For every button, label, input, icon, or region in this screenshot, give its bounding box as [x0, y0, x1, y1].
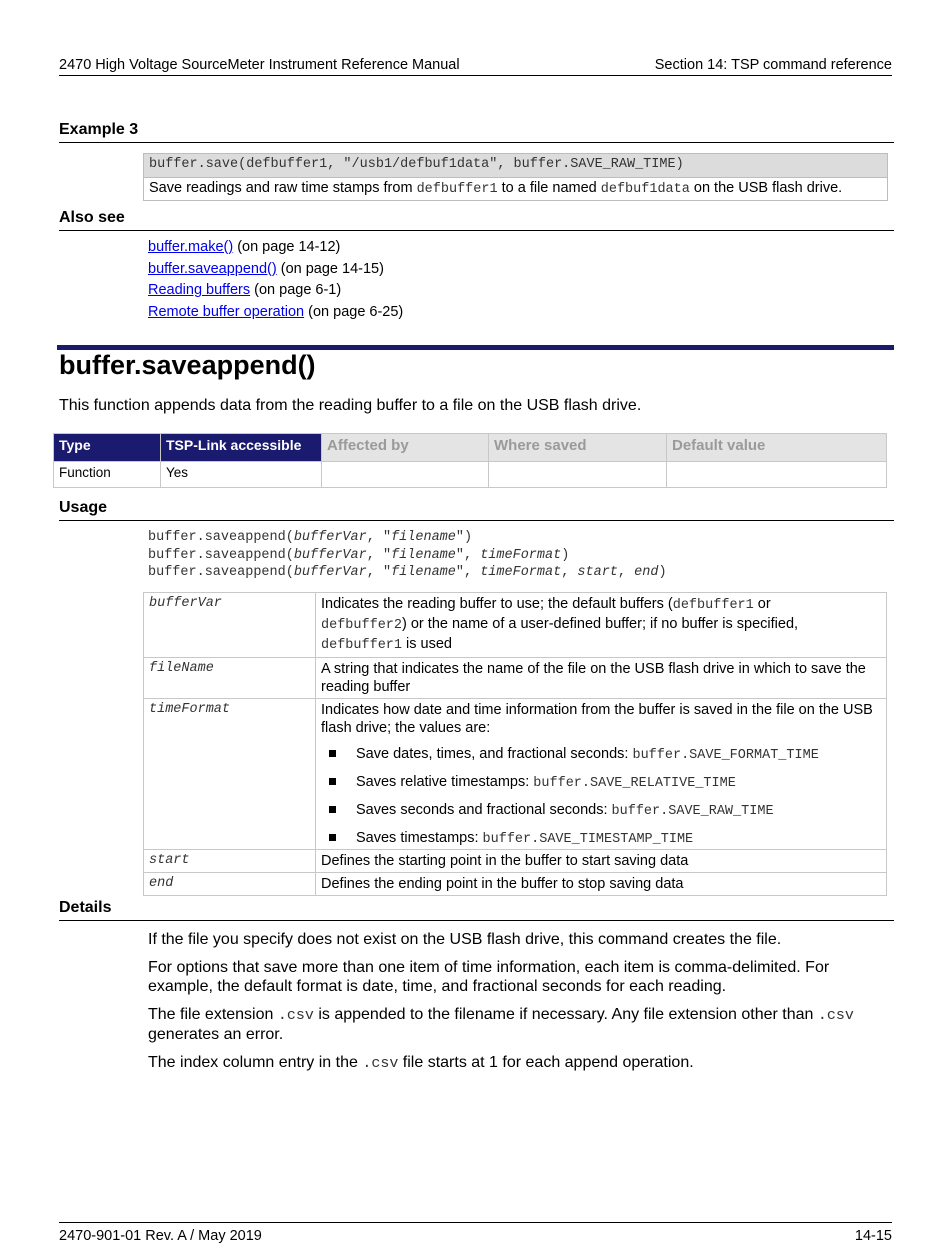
- list-item: buffer.saveappend() (on page 14-15): [148, 260, 384, 277]
- value-default-value: [667, 462, 887, 488]
- value-tsp-link: Yes: [161, 462, 322, 488]
- details-paragraph: For options that save more than one item of time information, each item is comma-delimited. For example, the default format is date, time, and fractional seconds for each reading.: [148, 959, 830, 995]
- usage-line: buffer.saveappend(bufferVar, "filename"): [148, 530, 473, 545]
- table-row: [144, 850, 887, 873]
- usage-syntax: [148, 530, 667, 583]
- details-paragraph: If the file you specify does not exist on the USB flash drive, this command creates the file.: [148, 931, 782, 948]
- also-see-heading: Also see: [59, 209, 894, 231]
- param-name: end: [144, 873, 316, 896]
- list-item: Saves timestamps: buffer.SAVE_TIMESTAMP_TIME: [321, 829, 881, 849]
- value-where-saved: [489, 462, 667, 488]
- usage-line: buffer.saveappend(bufferVar, "filename", timeFormat): [148, 547, 570, 563]
- command-intro: This function appends data from the reading buffer to a file on the USB flash drive.: [59, 397, 642, 414]
- table-row: [144, 699, 887, 850]
- param-description: Defines the starting point in the buffer to start saving data: [316, 850, 887, 873]
- usage-line: buffer.saveappend(bufferVar, "filename", timeFormat, start, end): [148, 565, 667, 580]
- manual-title: 2470 High Voltage SourceMeter Instrument Reference Manual: [59, 57, 460, 73]
- value-affected-by: [322, 462, 489, 488]
- example-heading: Example 3: [59, 121, 894, 143]
- usage-heading: Usage: [59, 499, 894, 521]
- param-name: timeFormat: [144, 699, 316, 850]
- example-box: [143, 153, 888, 201]
- link-remote-buffer-operation[interactable]: Remote buffer operation: [148, 303, 305, 320]
- details-paragraph: The file extension .csv is appended to the filename if necessary. Any file extension other than .csv generates an error.: [148, 1006, 854, 1043]
- also-see-list: [148, 239, 403, 325]
- param-name: start: [144, 850, 316, 873]
- table-row: [144, 873, 887, 896]
- header-default-value: Default value: [667, 434, 887, 462]
- parameters-table: [143, 592, 887, 896]
- list-item: Saves seconds and fractional seconds: buffer.SAVE_RAW_TIME: [321, 801, 881, 821]
- header-where-saved: Where saved: [489, 434, 667, 462]
- table-row: [144, 658, 887, 699]
- list-item: Reading buffers (on page 6-1): [148, 282, 342, 298]
- command-info-table: [53, 433, 887, 488]
- details-paragraph: The index column entry in the .csv file starts at 1 for each append operation.: [148, 1054, 694, 1072]
- page-footer: [59, 1222, 892, 1244]
- document-revision: 2470-901-01 Rev. A / May 2019: [59, 1228, 262, 1244]
- example-description: Save readings and raw time stamps from defbuffer1 to a file named defbuf1data on the USB flash drive.: [144, 177, 887, 200]
- link-buffer-saveappend[interactable]: buffer.saveappend(): [148, 260, 277, 277]
- header-tsp-link: TSP-Link accessible: [161, 434, 322, 462]
- header-type: Type: [54, 434, 161, 462]
- link-buffer-make[interactable]: buffer.make(): [148, 239, 234, 255]
- list-item: buffer.make() (on page 14-12): [148, 239, 341, 255]
- example-code: buffer.save(defbuffer1, "/usb1/defbuf1data", buffer.SAVE_RAW_TIME): [144, 154, 887, 177]
- param-name: bufferVar: [144, 593, 316, 658]
- param-description: A string that indicates the name of the file on the USB flash drive in which to save the reading buffer: [316, 658, 887, 699]
- list-item: Save dates, times, and fractional seconds: buffer.SAVE_FORMAT_TIME: [321, 745, 881, 765]
- details-heading: Details: [59, 899, 894, 921]
- command-title: buffer.saveappend(): [59, 350, 316, 380]
- details-body: [148, 930, 892, 1082]
- param-description: Indicates how date and time information from the buffer is saved in the file on the USB flash drive; the values are: Save dates, times, and fractional seconds: buffer.SAVE_FORMAT_TIME Saves relative timestamps: buffer.SAVE_RELATIVE_TIME Saves seconds and fractional seconds: buffer.SAVE_RAW_TIME Saves timestamps: buffer.SAVE_TIMESTAMP_TIME: [316, 699, 887, 850]
- header-affected-by: Affected by: [322, 434, 489, 462]
- list-item: Remote buffer operation (on page 6-25): [148, 303, 404, 320]
- table-row: [144, 593, 887, 658]
- param-description: Indicates the reading buffer to use; the default buffers (defbuffer1 or defbuffer2) or the name of a user-defined buffer; if no buffer is specified, defbuffer1 is used: [316, 593, 887, 658]
- param-name: fileName: [144, 658, 316, 699]
- list-item: Saves relative timestamps: buffer.SAVE_RELATIVE_TIME: [321, 773, 881, 793]
- link-reading-buffers[interactable]: Reading buffers: [148, 282, 251, 298]
- page-number: 14-15: [854, 1228, 892, 1244]
- page-header: [59, 57, 892, 76]
- value-type: Function: [54, 462, 161, 488]
- param-description: Defines the ending point in the buffer to stop saving data: [316, 873, 887, 896]
- section-title: Section 14: TSP command reference: [654, 57, 892, 73]
